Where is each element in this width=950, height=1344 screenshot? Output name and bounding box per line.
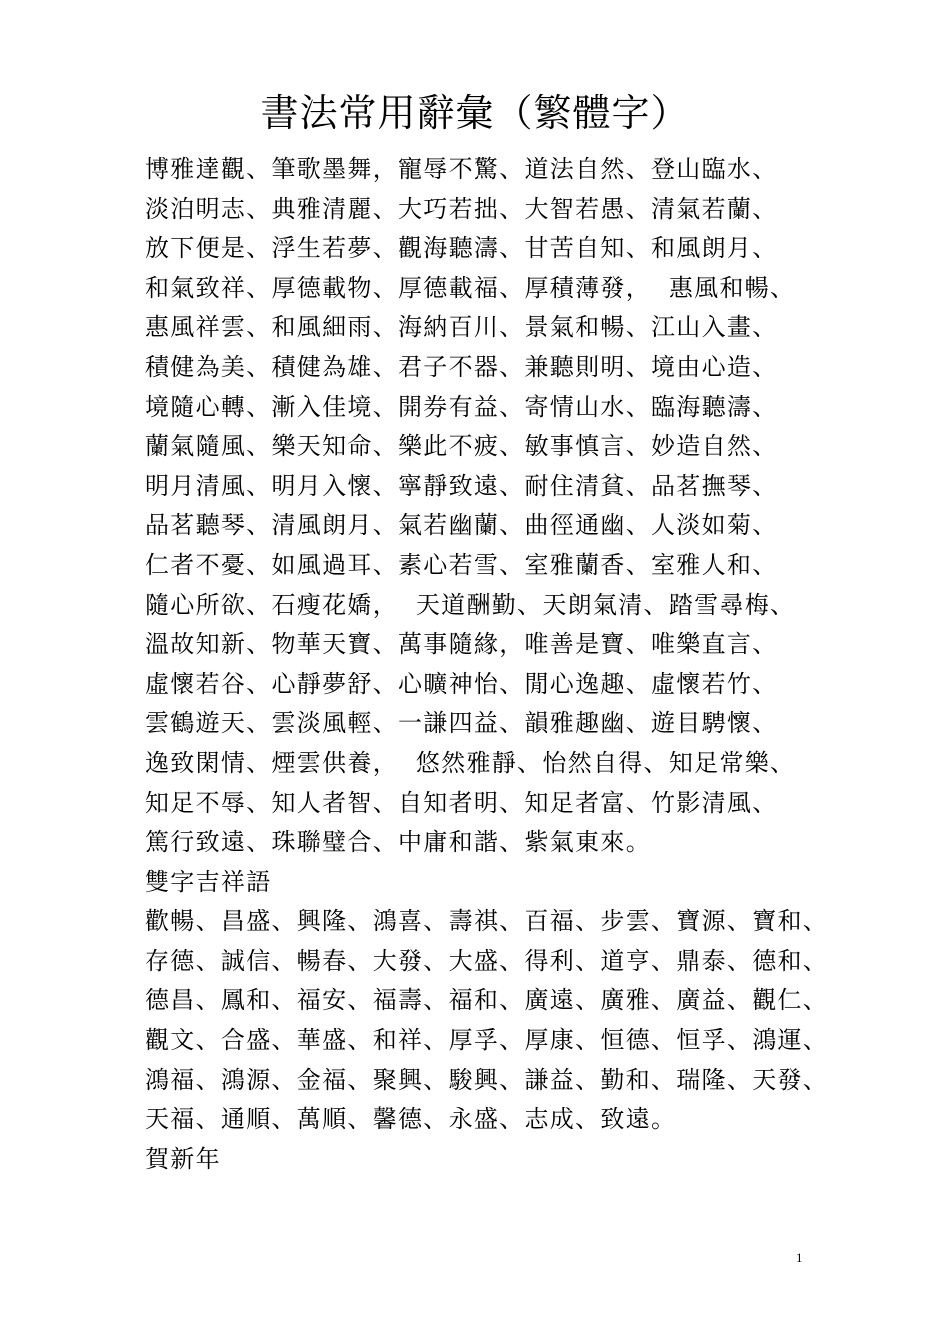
text-line: 存德、誠信、暢春、大發、大盛、得利、道亨、鼎泰、德和、 (145, 946, 829, 975)
text-line: 逸致閑情、煙雲供養， 悠然雅靜、怡然自得、知足常樂、 (145, 748, 796, 777)
text-line: 德昌、鳳和、福安、福壽、福和、廣遠、廣雅、廣益、觀仁、 (145, 986, 829, 1015)
text-line: 鴻福、鴻源、金福、聚興、駿興、謙益、勤和、瑞隆、天發、 (145, 1065, 829, 1094)
document-title: 書法常用辭彙（繁體字） (260, 91, 690, 135)
text-line: 虛懷若谷、心靜夢舒、心曠神怡、閒心逸趣、虛懷若竹、 (145, 669, 778, 698)
text-line: 天福、通順、萬順、馨德、永盛、志成、致遠。 (145, 1105, 677, 1134)
text-line: 觀文、合盛、華盛、和祥、厚孚、厚康、恒德、恒孚、鴻運、 (145, 1026, 829, 1055)
text-line: 明月清風、明月入懷、寧靜致遠、耐住清貧、品茗撫琴、 (145, 471, 778, 500)
text-line: 隨心所欲、石瘦花嬌， 天道酬勤、天朗氣清、踏雪尋梅、 (145, 590, 796, 619)
text-line: 惠風祥雲、和風細雨、海納百川、景氣和暢、江山入畫、 (145, 313, 778, 342)
text-line: 品茗聽琴、清風朗月、氣若幽蘭、曲徑通幽、人淡如菊、 (145, 511, 778, 540)
text-line: 歡暢、昌盛、興隆、鴻喜、壽祺、百福、步雲、寶源、寶和、 (145, 907, 829, 936)
text-line: 篤行致遠、珠聯璧合、中庸和諧、紫氣東來。 (145, 828, 651, 857)
text-line: 和氣致祥、厚德載物、厚德載福、厚積薄發， 惠風和暢、 (145, 273, 796, 302)
text-line: 博雅達觀、筆歌墨舞，寵辱不驚、道法自然、登山臨水、 (145, 155, 778, 183)
text-line: 溫故知新、物華天寶、萬事隨緣，唯善是寶、唯樂直言、 (145, 630, 778, 659)
text-line: 淡泊明志、典雅清麗、大巧若拙、大智若愚、清氣若蘭、 (145, 194, 778, 223)
document-body (145, 150, 845, 1179)
text-line: 知足不辱、知人者智、自知者明、知足者富、竹影清風、 (145, 788, 778, 817)
text-line: 雲鶴遊天、雲淡風輕、一謙四益、韻雅趣幽、遊目騁懷、 (145, 709, 778, 738)
section-heading: 賀新年 (145, 1144, 221, 1173)
section-heading: 雙字吉祥語 (145, 867, 272, 896)
text-line: 積健為美、積健為雄、君子不器、兼聽則明、境由心造、 (145, 352, 778, 381)
text-line: 放下便是、浮生若夢、觀海聽濤、甘苦自知、和風朗月、 (145, 234, 778, 263)
page-number: 1 (796, 1250, 803, 1265)
text-line: 蘭氣隨風、樂天知命、樂此不疲、敏事慎言、妙造自然、 (145, 432, 778, 461)
text-line: 境隨心轉、漸入佳境、開券有益、寄情山水、臨海聽濤、 (145, 392, 778, 421)
text-line: 仁者不憂、如風過耳、素心若雪、室雅蘭香、室雅人和、 (145, 550, 778, 579)
